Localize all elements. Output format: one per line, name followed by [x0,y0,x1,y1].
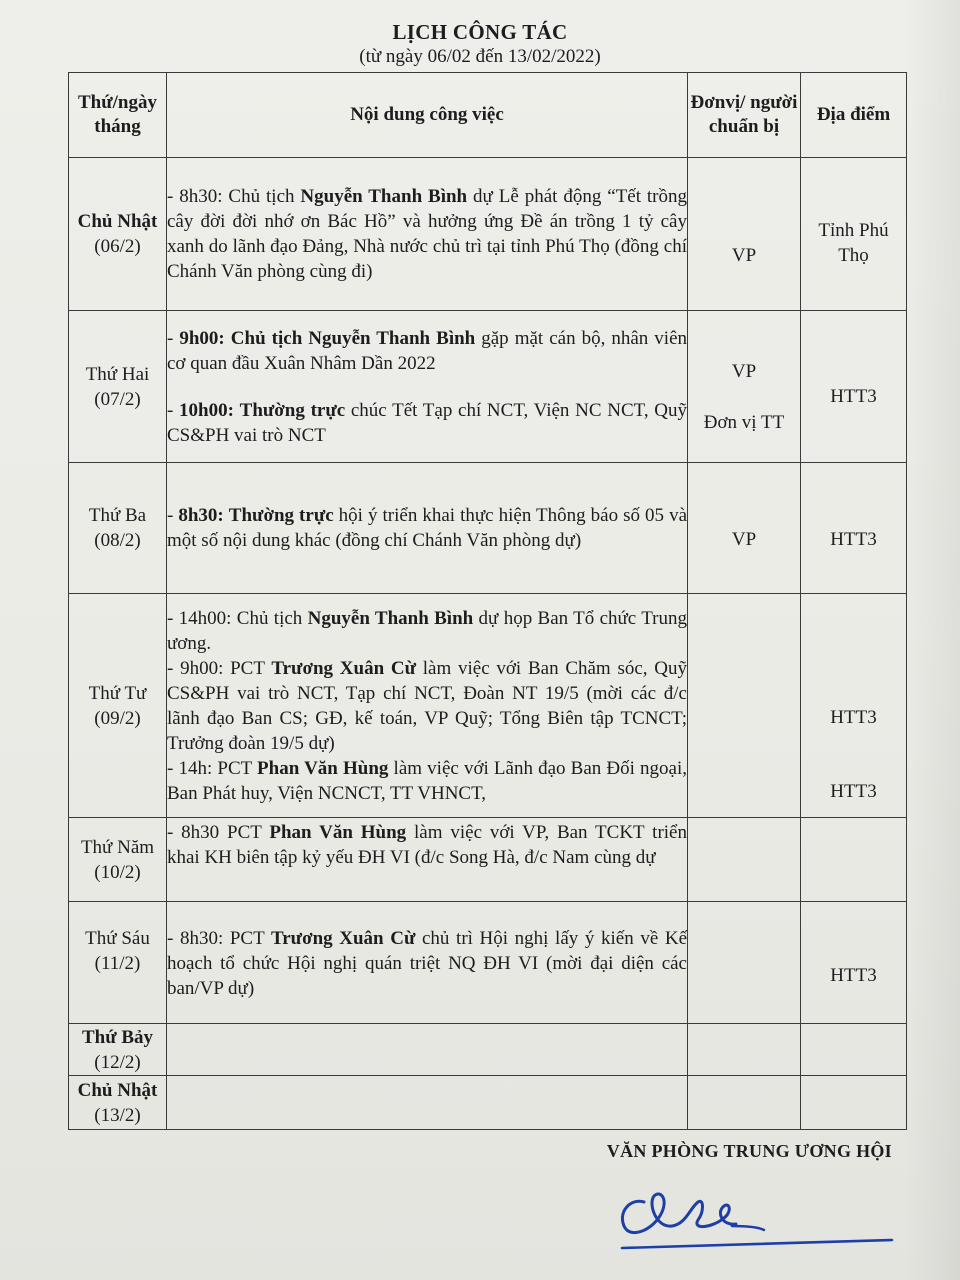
col-header-place: Địa điểm [801,73,907,158]
unit-cell [688,463,801,594]
place-cell [801,311,907,463]
day-cell [69,158,167,311]
day-cell [69,594,167,818]
content-cell [167,463,688,594]
day-name: Thứ Tư [88,682,147,704]
issuing-office: VĂN PHÒNG TRUNG ƯƠNG HỘI [606,1141,892,1161]
unit-cell [688,1076,801,1130]
day-name: Chủ Nhật [77,1079,158,1101]
unit-value: VP [731,528,757,550]
place-cell [801,594,907,818]
header-row [69,73,907,158]
unit-cell [688,594,801,818]
place-value: Tỉnh Phú Thọ [818,220,889,266]
unit-cell [688,1024,801,1076]
day-cell [69,1024,167,1076]
day-date: (11/2) [94,953,141,974]
day-name: Thứ Bảy [81,1026,154,1048]
day-cell [69,311,167,463]
unit-value: VP [731,360,757,382]
table-row [69,818,907,902]
task-item: - 14h: PCT Phan Văn Hùng làm việc với Lãnh đạo Ban Đối ngoại, Ban Phát huy, Viện NCNCT, TT VHNCT, [167,757,687,804]
day-cell [69,463,167,594]
day-date: (10/2) [94,861,141,883]
content-cell [167,902,688,1024]
task-item: - 8h30 PCT Phan Văn Hùng làm việc với VP, Ban TCKT triển khai KH biên tập kỷ yếu ĐH VI (đ/c Song Hà, đ/c Nam cùng dự [167,822,687,868]
day-date: (13/2) [94,1104,141,1126]
document-subtitle: (từ ngày 06/02 đến 13/02/2022) [359,46,601,67]
col-header-day: Thứ/ngày tháng [69,73,167,158]
place-cell [801,818,907,902]
col-header-content: Nội dung công việc [167,73,688,158]
place-cell [801,1024,907,1076]
table-row [69,594,907,818]
day-name: Thứ Năm [80,836,155,858]
place-cell [801,1076,907,1130]
task-item: - 8h30: PCT Trương Xuân Cừ chủ trì Hội nghị lấy ý kiến về Kế hoạch tổ chức Hội nghị quán triệt NQ ĐH VI (mời đại diện các ban/VP dự) [167,928,688,999]
unit-cell [688,158,801,311]
table-row [69,1076,907,1130]
document-title: LỊCH CÔNG TÁC [392,20,568,44]
day-date: (07/2) [94,388,141,410]
content-cell [167,1076,688,1130]
place-cell [801,463,907,594]
col-header-unit: Đơnvị/ người chuẩn bị [688,73,801,158]
table-row [69,158,907,311]
day-cell [69,1076,167,1130]
unit-cell [688,818,801,902]
schedule-table [68,72,907,1130]
table-row [69,902,907,1024]
day-cell [69,818,167,902]
content-cell [167,1024,688,1076]
unit-cell [688,311,801,463]
signature-mark [600,1168,900,1258]
content-cell [167,818,688,902]
task-item: - 14h00: Chủ tịch Nguyễn Thanh Bình dự họp Ban Tổ chức Trung ương. [167,607,687,654]
place-value: HTT3 [830,528,877,550]
place-value: HTT3 [830,386,877,407]
day-cell [69,902,167,1024]
task-item: - 9h00: Chủ tịch Nguyễn Thanh Bình gặp mặt cán bộ, nhân viên cơ quan đầu Xuân Nhâm Dần 2022 [167,327,688,374]
day-name: Chủ Nhật [77,211,158,232]
day-date: (12/2) [94,1051,141,1073]
table-row [69,1024,907,1076]
task-item: - 9h00: PCT Trương Xuân Cừ làm việc với Ban Chăm sóc, Quỹ CS&PH vai trò NCT, Tạp chí NCT, Đoàn NT 19/5 (mời các đ/c lãnh đạo Ban CS; GĐ, kế toán, VP Quỹ; Tổng Biên tập TCNCT; Trưởng đoàn 19/5 dự) [167,657,687,754]
day-name: Thứ Sáu [85,928,150,949]
day-name: Thứ Hai [85,363,150,385]
place-cell [801,902,907,1024]
content-cell [167,594,688,818]
task-item: - 10h00: Thường trực chúc Tết Tạp chí NCT, Viện NC NCT, Quỹ CS&PH vai trò NCT [167,399,687,446]
unit-value: VP [731,244,757,266]
day-date: (09/2) [94,707,141,729]
content-cell [167,158,688,311]
day-date: (06/2) [94,236,141,257]
task-item: - 8h30: Thường trực hội ý triển khai thực hiện Thông báo số 05 và một số nội dung khác (đồng chí Chánh Văn phòng dự) [167,505,688,551]
content-cell [167,311,688,463]
task-item: - 8h30: Chủ tịch Nguyễn Thanh Bình dự Lễ phát động “Tết trồng cây đời đời nhớ ơn Bác Hồ” và hưởng ứng Đề án trồng 1 tỷ cây xanh do lãnh đạo Đảng, Nhà nước chủ trì tại tỉnh Phú Thọ (đồng chí Chánh Văn phòng cùng đi) [167,186,687,282]
place-cell [801,158,907,311]
place-value: HTT3 [830,781,877,802]
table-row [69,463,907,594]
unit-value: Đơn vị TT [703,411,785,433]
place-value: HTT3 [830,965,877,986]
place-value: HTT3 [830,707,877,728]
table-row [69,311,907,463]
day-date: (08/2) [94,530,141,551]
unit-cell [688,902,801,1024]
day-name: Thứ Ba [88,505,147,526]
